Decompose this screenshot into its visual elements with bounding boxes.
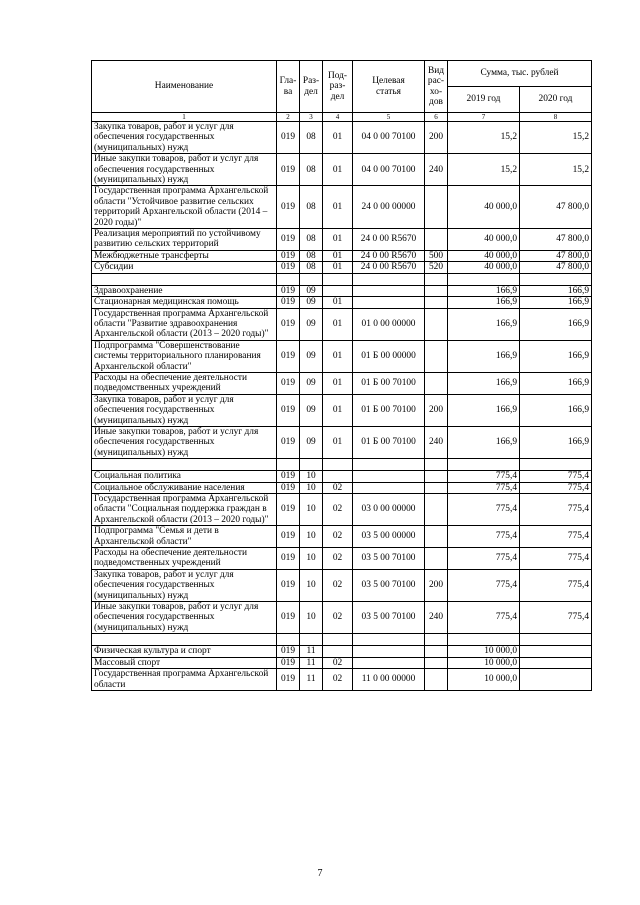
cell-name: Расходы на обеспечение деятельности подведомственных учреждений bbox=[92, 548, 277, 570]
cell-vid bbox=[425, 669, 448, 691]
column-number-row bbox=[92, 113, 592, 122]
cell-name: Расходы на обеспечение деятельности подведомственных учреждений bbox=[92, 372, 277, 394]
cell-name: Здравоохранение bbox=[92, 285, 277, 296]
cell-glava: 019 bbox=[277, 308, 300, 340]
cell-razdel: 09 bbox=[300, 394, 323, 426]
cell-2020: 166,9 bbox=[520, 285, 592, 296]
cell-vid: 200 bbox=[425, 569, 448, 601]
blank-cell bbox=[425, 634, 448, 646]
table-row bbox=[92, 526, 592, 548]
blank-cell bbox=[448, 273, 520, 285]
table-row bbox=[92, 250, 592, 261]
table-row bbox=[92, 297, 592, 308]
header-2020: 2020 год bbox=[520, 87, 592, 113]
table-row bbox=[92, 186, 592, 229]
cell-vid: 200 bbox=[425, 394, 448, 426]
cell-glava: 019 bbox=[277, 494, 300, 526]
cell-2020: 166,9 bbox=[520, 308, 592, 340]
blank-cell bbox=[300, 634, 323, 646]
table-row bbox=[92, 372, 592, 394]
cell-name: Стационарная медицинская помощь bbox=[92, 297, 277, 308]
cell-target: 03 5 00 70100 bbox=[353, 569, 425, 601]
cell-podrazdel: 01 bbox=[323, 297, 353, 308]
cell-target: 03 5 00 70100 bbox=[353, 602, 425, 634]
cell-target bbox=[353, 285, 425, 296]
cell-vid bbox=[425, 657, 448, 668]
cell-razdel: 08 bbox=[300, 186, 323, 229]
cell-glava: 019 bbox=[277, 569, 300, 601]
blank-row bbox=[92, 459, 592, 471]
cell-2019: 10 000,0 bbox=[448, 646, 520, 657]
cell-2019: 40 000,0 bbox=[448, 229, 520, 251]
blank-cell bbox=[353, 459, 425, 471]
cell-2019: 166,9 bbox=[448, 285, 520, 296]
cell-2020 bbox=[520, 669, 592, 691]
cell-name: Закупка товаров, работ и услуг для обеспечения государственных (муниципальных) нужд bbox=[92, 569, 277, 601]
cell-glava: 019 bbox=[277, 250, 300, 261]
cell-2019: 775,4 bbox=[448, 526, 520, 548]
cell-2019: 775,4 bbox=[448, 494, 520, 526]
cell-glava: 019 bbox=[277, 122, 300, 154]
blank-cell bbox=[92, 459, 277, 471]
cell-razdel: 10 bbox=[300, 569, 323, 601]
cell-vid: 200 bbox=[425, 122, 448, 154]
cell-vid: 520 bbox=[425, 262, 448, 273]
cell-2019: 166,9 bbox=[448, 394, 520, 426]
cell-2019: 40 000,0 bbox=[448, 186, 520, 229]
cell-podrazdel: 02 bbox=[323, 657, 353, 668]
cell-razdel: 08 bbox=[300, 154, 323, 186]
cell-razdel: 11 bbox=[300, 657, 323, 668]
table-row bbox=[92, 122, 592, 154]
cell-2020: 775,4 bbox=[520, 482, 592, 493]
cell-razdel: 09 bbox=[300, 285, 323, 296]
cell-vid bbox=[425, 646, 448, 657]
blank-cell bbox=[277, 634, 300, 646]
cell-name: Государственная программа Архангельской области "Развитие здравоохранения Архангельской области (2013 – 2020 годы)" bbox=[92, 308, 277, 340]
blank-cell bbox=[448, 459, 520, 471]
cell-glava: 019 bbox=[277, 657, 300, 668]
cell-2019: 775,4 bbox=[448, 569, 520, 601]
cell-podrazdel bbox=[323, 285, 353, 296]
table-row bbox=[92, 646, 592, 657]
cell-podrazdel: 02 bbox=[323, 482, 353, 493]
blank-cell bbox=[323, 459, 353, 471]
cell-podrazdel: 02 bbox=[323, 494, 353, 526]
cell-razdel: 10 bbox=[300, 494, 323, 526]
column-number: 2 bbox=[277, 113, 300, 122]
cell-vid: 240 bbox=[425, 602, 448, 634]
blank-cell bbox=[425, 459, 448, 471]
cell-2019: 10 000,0 bbox=[448, 657, 520, 668]
cell-2020 bbox=[520, 646, 592, 657]
cell-name: Социальная политика bbox=[92, 471, 277, 482]
cell-razdel: 09 bbox=[300, 308, 323, 340]
cell-glava: 019 bbox=[277, 602, 300, 634]
cell-2020: 775,4 bbox=[520, 548, 592, 570]
cell-glava: 019 bbox=[277, 372, 300, 394]
cell-name: Иные закупки товаров, работ и услуг для обеспечения государственных (муниципальных) нужд bbox=[92, 602, 277, 634]
cell-podrazdel: 01 bbox=[323, 186, 353, 229]
cell-2020: 775,4 bbox=[520, 471, 592, 482]
cell-target: 24 0 00 R5670 bbox=[353, 229, 425, 251]
cell-podrazdel: 02 bbox=[323, 669, 353, 691]
cell-podrazdel: 01 bbox=[323, 250, 353, 261]
cell-2020: 775,4 bbox=[520, 494, 592, 526]
cell-name: Субсидии bbox=[92, 262, 277, 273]
header-glava: Гла- ва bbox=[277, 61, 300, 113]
cell-glava: 019 bbox=[277, 394, 300, 426]
cell-2020: 47 800,0 bbox=[520, 229, 592, 251]
blank-cell bbox=[520, 634, 592, 646]
cell-name: Государственная программа Архангельской области "Устойчивое развитие сельских территорий Архангельской области (2014 – 2020 годы)" bbox=[92, 186, 277, 229]
cell-podrazdel: 01 bbox=[323, 229, 353, 251]
cell-2019: 775,4 bbox=[448, 471, 520, 482]
cell-target: 01 Б 00 00000 bbox=[353, 340, 425, 372]
cell-razdel: 11 bbox=[300, 646, 323, 657]
cell-2020: 166,9 bbox=[520, 297, 592, 308]
cell-podrazdel bbox=[323, 646, 353, 657]
cell-podrazdel: 01 bbox=[323, 154, 353, 186]
cell-2020: 47 800,0 bbox=[520, 262, 592, 273]
cell-target: 03 0 00 00000 bbox=[353, 494, 425, 526]
cell-2019: 166,9 bbox=[448, 308, 520, 340]
table-body bbox=[92, 122, 592, 691]
cell-razdel: 09 bbox=[300, 426, 323, 458]
cell-target: 03 5 00 70100 bbox=[353, 548, 425, 570]
table-row bbox=[92, 602, 592, 634]
cell-glava: 019 bbox=[277, 262, 300, 273]
header-vid: Вид рас- хо- дов bbox=[425, 61, 448, 113]
cell-glava: 019 bbox=[277, 297, 300, 308]
cell-2020: 166,9 bbox=[520, 426, 592, 458]
blank-cell bbox=[277, 273, 300, 285]
header-name: Наименование bbox=[92, 61, 277, 113]
column-number: 7 bbox=[448, 113, 520, 122]
header-podrazdel: Под- раз- дел bbox=[323, 61, 353, 113]
cell-podrazdel: 01 bbox=[323, 122, 353, 154]
table-row bbox=[92, 471, 592, 482]
column-number: 4 bbox=[323, 113, 353, 122]
cell-2019: 166,9 bbox=[448, 372, 520, 394]
cell-2020: 166,9 bbox=[520, 372, 592, 394]
cell-razdel: 09 bbox=[300, 340, 323, 372]
header-2019: 2019 год bbox=[448, 87, 520, 113]
cell-2019: 166,9 bbox=[448, 340, 520, 372]
cell-name: Массовый спорт bbox=[92, 657, 277, 668]
cell-2020: 47 800,0 bbox=[520, 250, 592, 261]
cell-podrazdel: 01 bbox=[323, 426, 353, 458]
cell-target: 04 0 00 70100 bbox=[353, 154, 425, 186]
column-number: 6 bbox=[425, 113, 448, 122]
cell-2019: 775,4 bbox=[448, 548, 520, 570]
cell-name: Иные закупки товаров, работ и услуг для обеспечения государственных (муниципальных) нужд bbox=[92, 426, 277, 458]
cell-razdel: 10 bbox=[300, 471, 323, 482]
cell-target bbox=[353, 482, 425, 493]
table-row bbox=[92, 548, 592, 570]
blank-cell bbox=[92, 634, 277, 646]
cell-target: 24 0 00 R5670 bbox=[353, 262, 425, 273]
cell-glava: 019 bbox=[277, 229, 300, 251]
cell-target: 11 0 00 00000 bbox=[353, 669, 425, 691]
page-number: 7 bbox=[317, 868, 323, 879]
cell-2019: 775,4 bbox=[448, 602, 520, 634]
cell-2020: 47 800,0 bbox=[520, 186, 592, 229]
blank-cell bbox=[300, 459, 323, 471]
table-row bbox=[92, 569, 592, 601]
cell-target: 24 0 00 R5670 bbox=[353, 250, 425, 261]
cell-podrazdel: 01 bbox=[323, 394, 353, 426]
cell-glava: 019 bbox=[277, 482, 300, 493]
cell-2019: 166,9 bbox=[448, 297, 520, 308]
cell-glava: 019 bbox=[277, 340, 300, 372]
budget-table-sheet bbox=[91, 60, 591, 691]
cell-2020: 166,9 bbox=[520, 394, 592, 426]
cell-podrazdel: 01 bbox=[323, 262, 353, 273]
cell-target: 03 5 00 00000 bbox=[353, 526, 425, 548]
blank-cell bbox=[323, 273, 353, 285]
cell-name: Государственная программа Архангельской области bbox=[92, 669, 277, 691]
column-number: 8 bbox=[520, 113, 592, 122]
cell-name: Реализация мероприятий по устойчивому развитию сельских территорий bbox=[92, 229, 277, 251]
cell-glava: 019 bbox=[277, 669, 300, 691]
cell-2020: 166,9 bbox=[520, 340, 592, 372]
blank-cell bbox=[353, 634, 425, 646]
cell-glava: 019 bbox=[277, 426, 300, 458]
cell-target: 01 Б 00 70100 bbox=[353, 394, 425, 426]
cell-vid bbox=[425, 186, 448, 229]
cell-glava: 019 bbox=[277, 154, 300, 186]
header-razdel: Раз- дел bbox=[300, 61, 323, 113]
cell-name: Межбюджетные трансферты bbox=[92, 250, 277, 261]
cell-glava: 019 bbox=[277, 285, 300, 296]
blank-cell bbox=[323, 634, 353, 646]
cell-vid bbox=[425, 526, 448, 548]
table-row bbox=[92, 494, 592, 526]
header-target: Целевая статья bbox=[353, 61, 425, 113]
table-row bbox=[92, 426, 592, 458]
cell-glava: 019 bbox=[277, 526, 300, 548]
cell-target: 01 Б 00 70100 bbox=[353, 372, 425, 394]
table-row bbox=[92, 669, 592, 691]
cell-2020: 775,4 bbox=[520, 602, 592, 634]
blank-cell bbox=[92, 273, 277, 285]
cell-name: Подпрограмма "Семья и дети в Архангельской области" bbox=[92, 526, 277, 548]
table-row bbox=[92, 262, 592, 273]
table-row bbox=[92, 308, 592, 340]
cell-target: 01 Б 00 70100 bbox=[353, 426, 425, 458]
cell-razdel: 10 bbox=[300, 602, 323, 634]
cell-razdel: 10 bbox=[300, 526, 323, 548]
table-row bbox=[92, 394, 592, 426]
cell-target bbox=[353, 657, 425, 668]
cell-razdel: 10 bbox=[300, 482, 323, 493]
cell-target: 24 0 00 00000 bbox=[353, 186, 425, 229]
cell-razdel: 11 bbox=[300, 669, 323, 691]
cell-name: Физическая культура и спорт bbox=[92, 646, 277, 657]
cell-vid: 240 bbox=[425, 426, 448, 458]
cell-vid bbox=[425, 482, 448, 493]
cell-podrazdel: 02 bbox=[323, 526, 353, 548]
table-row bbox=[92, 482, 592, 493]
cell-razdel: 10 bbox=[300, 548, 323, 570]
cell-2020 bbox=[520, 657, 592, 668]
blank-cell bbox=[300, 273, 323, 285]
cell-name: Подпрограмма "Совершенствование системы территориального планирования Архангельской области" bbox=[92, 340, 277, 372]
blank-cell bbox=[520, 273, 592, 285]
cell-podrazdel: 02 bbox=[323, 548, 353, 570]
cell-vid bbox=[425, 285, 448, 296]
cell-vid: 240 bbox=[425, 154, 448, 186]
cell-razdel: 09 bbox=[300, 297, 323, 308]
cell-vid bbox=[425, 548, 448, 570]
cell-razdel: 08 bbox=[300, 262, 323, 273]
blank-cell bbox=[520, 459, 592, 471]
cell-target: 01 0 00 00000 bbox=[353, 308, 425, 340]
cell-podrazdel: 01 bbox=[323, 340, 353, 372]
cell-2020: 775,4 bbox=[520, 526, 592, 548]
cell-name: Государственная программа Архангельской области "Социальная поддержка граждан в Архангельской области (2013 – 2020 годы)" bbox=[92, 494, 277, 526]
cell-vid bbox=[425, 229, 448, 251]
blank-cell bbox=[277, 459, 300, 471]
cell-name: Иные закупки товаров, работ и услуг для обеспечения государственных (муниципальных) нужд bbox=[92, 154, 277, 186]
header-sum: Сумма, тыс. рублей bbox=[448, 61, 592, 87]
cell-vid bbox=[425, 494, 448, 526]
cell-2020: 775,4 bbox=[520, 569, 592, 601]
table-row bbox=[92, 154, 592, 186]
blank-cell bbox=[353, 273, 425, 285]
cell-2019: 15,2 bbox=[448, 154, 520, 186]
blank-row bbox=[92, 273, 592, 285]
cell-razdel: 08 bbox=[300, 250, 323, 261]
cell-razdel: 08 bbox=[300, 122, 323, 154]
cell-glava: 019 bbox=[277, 646, 300, 657]
blank-cell bbox=[425, 273, 448, 285]
cell-podrazdel: 02 bbox=[323, 569, 353, 601]
cell-glava: 019 bbox=[277, 471, 300, 482]
table-row bbox=[92, 657, 592, 668]
blank-row bbox=[92, 634, 592, 646]
cell-2019: 166,9 bbox=[448, 426, 520, 458]
cell-razdel: 08 bbox=[300, 229, 323, 251]
cell-2020: 15,2 bbox=[520, 122, 592, 154]
cell-target: 04 0 00 70100 bbox=[353, 122, 425, 154]
column-number: 3 bbox=[300, 113, 323, 122]
cell-2019: 10 000,0 bbox=[448, 669, 520, 691]
cell-vid bbox=[425, 372, 448, 394]
cell-2019: 775,4 bbox=[448, 482, 520, 493]
cell-podrazdel: 02 bbox=[323, 602, 353, 634]
table-row bbox=[92, 229, 592, 251]
budget-table bbox=[91, 60, 592, 691]
table-row bbox=[92, 340, 592, 372]
cell-name: Закупка товаров, работ и услуг для обеспечения государственных (муниципальных) нужд bbox=[92, 122, 277, 154]
cell-name: Закупка товаров, работ и услуг для обеспечения государственных (муниципальных) нужд bbox=[92, 394, 277, 426]
cell-name: Социальное обслуживание населения bbox=[92, 482, 277, 493]
cell-target bbox=[353, 297, 425, 308]
cell-razdel: 09 bbox=[300, 372, 323, 394]
cell-podrazdel bbox=[323, 471, 353, 482]
blank-cell bbox=[448, 634, 520, 646]
cell-podrazdel: 01 bbox=[323, 308, 353, 340]
cell-vid bbox=[425, 471, 448, 482]
cell-2019: 15,2 bbox=[448, 122, 520, 154]
cell-2019: 40 000,0 bbox=[448, 262, 520, 273]
cell-glava: 019 bbox=[277, 548, 300, 570]
cell-glava: 019 bbox=[277, 186, 300, 229]
column-number: 5 bbox=[353, 113, 425, 122]
cell-podrazdel: 01 bbox=[323, 372, 353, 394]
cell-2020: 15,2 bbox=[520, 154, 592, 186]
cell-vid: 500 bbox=[425, 250, 448, 261]
cell-target bbox=[353, 471, 425, 482]
cell-vid bbox=[425, 340, 448, 372]
cell-2019: 40 000,0 bbox=[448, 250, 520, 261]
column-number: 1 bbox=[92, 113, 277, 122]
table-row bbox=[92, 285, 592, 296]
cell-vid bbox=[425, 297, 448, 308]
cell-target bbox=[353, 646, 425, 657]
cell-vid bbox=[425, 308, 448, 340]
